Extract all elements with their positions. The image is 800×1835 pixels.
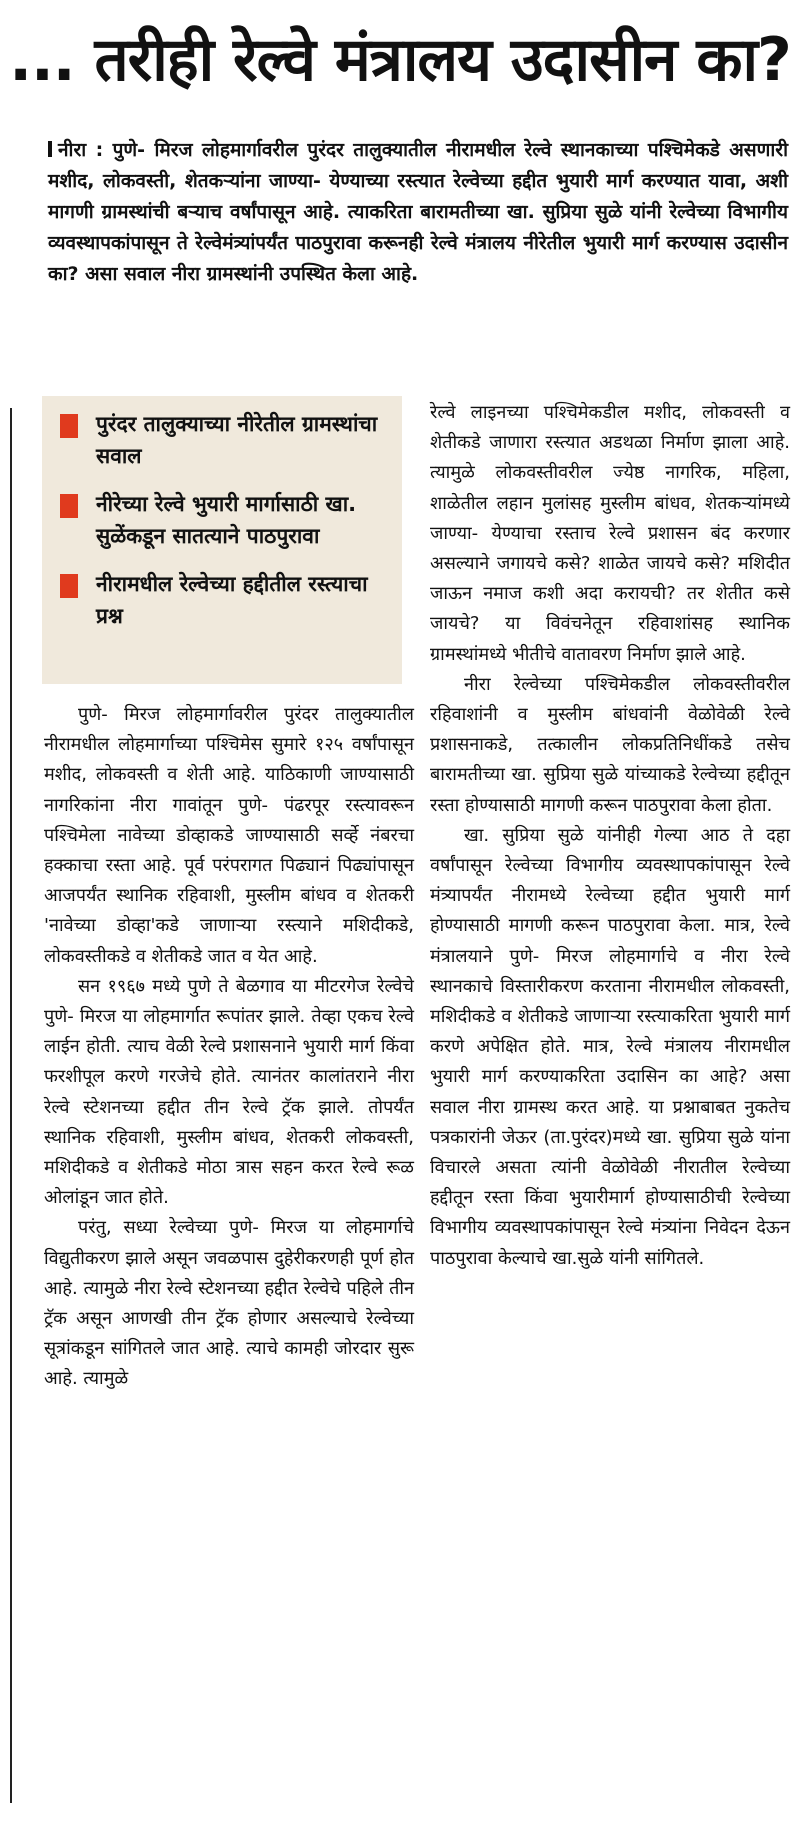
column-rule [10, 408, 12, 1803]
highlight-text: नीरामधील रेल्वेच्या हद्दीतील रस्त्याचा प्रश्न [96, 572, 368, 628]
right-column [430, 398, 790, 1274]
headline: ... तरीही रेल्वे मंत्रालय उदासीन का? [9, 25, 791, 95]
paragraph-marker [48, 141, 52, 157]
highlights-box [42, 396, 402, 684]
body-paragraph: सन १९६७ मध्ये पुणे ते बेळगाव या मीटरगेज रेल्वेचे पुणे- मिरज या लोहमार्गात रूपांतर झाले. तेव्हा एकच रेल्वे लाईन होती. त्याच वेळी रेल्वे प्रशासनाने भुयारी मार्ग किंवा फरशीपूल करणे गरजेचे होते. त्यानंतर कालांतराने नीरा रेल्वे स्टेशनच्या हद्दीत तीन रेल्वे ट्रॅक झाले. तोपर्यंत स्थानिक रहिवाशी, मुस्लीम बांधव, शेतकरी लोकवस्ती, मशिदीकडे व शेतीकडे मोठा त्रास सहन करत रेल्वे रूळ ओलांडून जात होते. [44, 975, 414, 1209]
highlight-text: पुरंदर तालुक्याच्या नीरेतील ग्रामस्थांचा सवाल [96, 412, 378, 468]
highlight-text: नीरेच्या रेल्वे भुयारी मार्गासाठी खा. सुळेंकडून सातत्याने पाठपुरावा [96, 492, 357, 548]
body-paragraph: पुणे- मिरज लोहमार्गावरील पुरंदर तालुक्यातील नीरामधील लोहमार्गाच्या पश्चिमेस सुमारे १२५ वर्षांपासून मशीद, लोकवस्ती व शेती आहे. याठिकाणी जाण्यासाठी नागरिकांना नीरा गावांतून पुणे- पंढरपूर रस्त्यावरून पश्चिमेला नावेच्या डोव्हाकडे जाण्यासाठी सर्व्हे नंबरचा हक्काचा रस्ता आहे. पूर्व परंपरागत पिढ्यानं पिढ्यांपासून आजपर्यंत स्थानिक रहिवाशी, मुस्लीम बांधव व शेतकरी 'नावेच्या डोव्हा'कडे जाणाऱ्या रस्त्याने मशिदीकडे, लोकवस्तीकडे व शेतीकडे जात व येत आहे. [44, 704, 414, 967]
body-paragraph: खा. सुप्रिया सुळे यांनीही गेल्या आठ ते दहा वर्षांपासून रेल्वेच्या विभागीय व्यवस्थापकांपासून रेल्वे मंत्र्यापर्यंत नीरामध्ये रेल्वेच्या हद्दीत भुयारी मार्ग होण्यासाठी मागणी करून पाठपुरावा केला. मात्र, रेल्वे मंत्रालयाने पुणे- मिरज लोहमार्गाचे व नीरा रेल्वे स्थानकाचे विस्तारीकरण करताना नीरामधील लोकवस्ती, मशिदीकडे व शेतीकडे जाणाऱ्या रस्त्याकरिता भुयारी मार्ग करणे अपेक्षित होते. मात्र, रेल्वे मंत्रालय नीरामधील भुयारी मार्ग करण्याकरिता उदासिन का आहे? असा सवाल नीरा ग्रामस्थ करत आहे. या प्रश्नाबाबत नुकतेच पत्रकारांनी जेऊर (ता.पुरंदर)मध्ये खा. सुप्रिया सुळे यांना विचारले असता त्यांनी वेळोवेळी नीरातील रेल्वेच्या हद्दीतून रस्ता किंवा भुयारीमार्ग होण्यासाठीची रेल्वेच्या विभागीय व्यवस्थापकांपासून रेल्वे मंत्र्यांना निवेदन देऊन पाठपुरावा केल्याचे खा.सुळे यांनी सांगितले. [430, 824, 790, 1269]
bullet-square-icon [60, 574, 78, 598]
left-column [44, 700, 414, 1395]
highlight-item [56, 408, 388, 472]
intro-text: नीरा : पुणे- मिरज लोहमार्गावरील पुरंदर तालुक्यातील नीरामधील रेल्वे स्थानकाच्या पश्चिमेकडे असणारी मशीद, लोकवस्ती, शेतकऱ्यांना जाण्या- येण्याच्या रस्त्यात रेल्वेच्या हद्दीत भुयारी मार्ग करण्यात यावा, अशी मागणी ग्रामस्थांची बऱ्याच वर्षांपासून आहे. त्याकरिता बारामतीच्या खा. सुप्रिया सुळे यांनी रेल्वेच्या विभागीय व्यवस्थापकांपासून ते रेल्वेमंत्र्यांपर्यंत पाठपुरावा करूनही रेल्वे मंत्रालय नीरेतील भुयारी मार्ग करण्यास उदासीन का? असा सवाल नीरा ग्रामस्थांनी उपस्थित केला आहे. [48, 139, 788, 285]
intro-paragraph [48, 135, 788, 290]
body-paragraph: परंतु, सध्या रेल्वेच्या पुणे- मिरज या लोहमार्गाचे विद्युतीकरण झाले असून जवळपास दुहेरीकरणही पूर्ण होत आहे. त्यामुळे नीरा रेल्वे स्टेशनच्या हद्दीत रेल्वेचे पहिले तीन ट्रॅक असून आणखी तीन ट्रॅक होणार असल्याचे रेल्वेच्या सूत्रांकडून सांगितले जात आहे. त्याचे कामही जोरदार सुरू आहे. त्यामुळे [44, 1217, 414, 1390]
bullet-square-icon [60, 414, 78, 438]
body-paragraph: रेल्वे लाइनच्या पश्चिमेकडील मशीद, लोकवस्ती व शेतीकडे जाणारा रस्त्यात अडथळा निर्माण झाला आहे. त्यामुळे लोकवस्तीवरील ज्येष्ठ नागरिक, महिला, शाळेतील लहान मुलांसह मुस्लीम बांधव, शेतकऱ्यांमध्ये जाण्या- येण्याचा रस्ताच रेल्वे प्रशासन बंद करणार असल्याने जगायचे कसे? शाळेत जायचे कसे? मशिदीत जाऊन नमाज कशी अदा करायची? तर शेतीत कसे जायचे? या विवंचनेतून रहिवाशांसह स्थानिक ग्रामस्थांमध्ये भीतीचे वातावरण निर्माण झाले आहे. [430, 402, 790, 665]
highlight-item [56, 568, 388, 632]
body-paragraph: नीरा रेल्वेच्या पश्चिमेकडील लोकवस्तीवरील रहिवाशांनी व मुस्लीम बांधवांनी वेळोवेळी रेल्वे प्रशासनाकडे, तत्कालीन लोकप्रतिनिधींकडे तसेच बारामतीच्या खा. सुप्रिया सुळे यांच्याकडे रेल्वेच्या हद्दीतून रस्ता होण्यासाठी मागणी करून पाठपुरावा केला होता. [430, 673, 790, 816]
highlight-item [56, 488, 388, 552]
bullet-square-icon [60, 494, 78, 518]
